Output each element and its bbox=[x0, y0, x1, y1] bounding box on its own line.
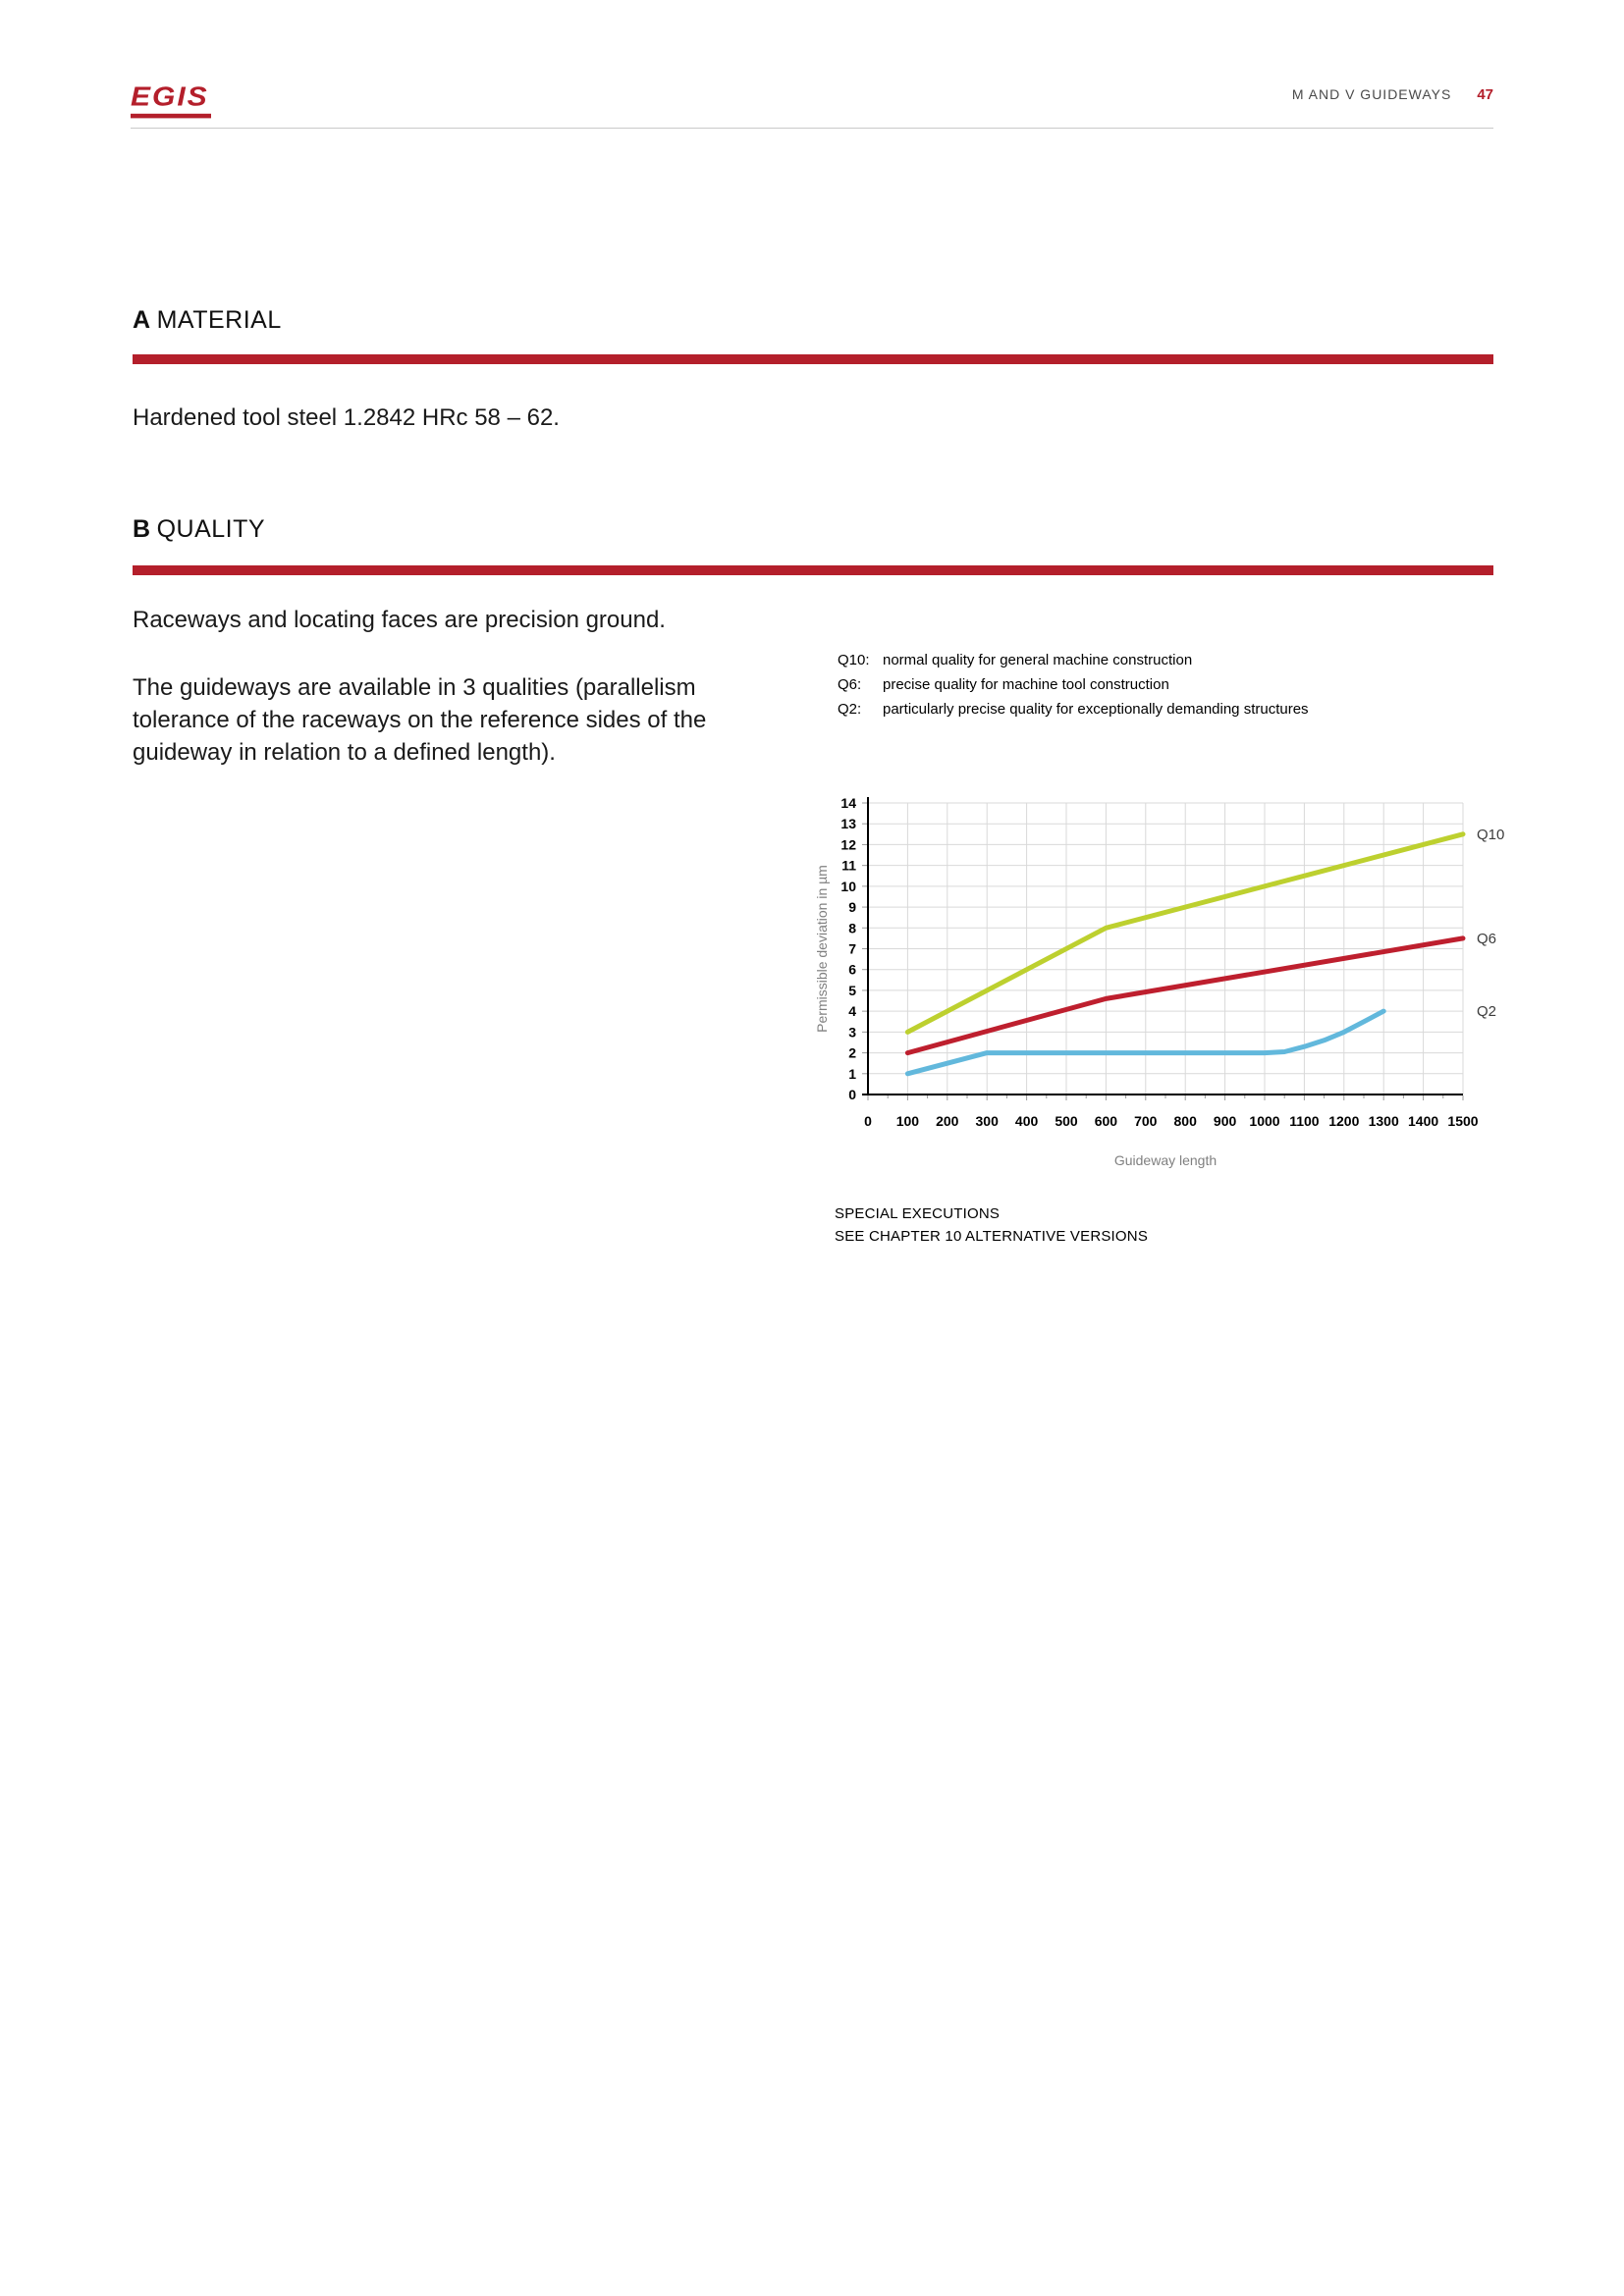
svg-text:600: 600 bbox=[1094, 1113, 1118, 1129]
quality-deviation-chart bbox=[805, 780, 1512, 1193]
svg-text:1100: 1100 bbox=[1289, 1113, 1320, 1129]
section-b-letter: B bbox=[133, 515, 151, 543]
svg-text:1: 1 bbox=[848, 1065, 856, 1082]
header-divider bbox=[131, 128, 1493, 129]
quality-text-2-line3: guideway in relation to a defined length). bbox=[133, 739, 556, 766]
svg-text:0: 0 bbox=[848, 1087, 856, 1102]
quality-text-2 bbox=[133, 671, 706, 769]
svg-text:5: 5 bbox=[848, 982, 856, 998]
svg-text:11: 11 bbox=[841, 857, 856, 874]
svg-text:1400: 1400 bbox=[1408, 1113, 1439, 1129]
svg-text:900: 900 bbox=[1213, 1113, 1237, 1129]
note-line-2: SEE CHAPTER 10 ALTERNATIVE VERSIONS bbox=[835, 1228, 1149, 1245]
svg-text:200: 200 bbox=[936, 1113, 959, 1129]
legend-q2-label: Q2: bbox=[838, 701, 862, 718]
y-axis-title: Permissible deviation in µm bbox=[814, 865, 830, 1033]
series-q6-label: Q6 bbox=[1477, 930, 1497, 947]
x-axis-title: Guideway length bbox=[1113, 1152, 1218, 1168]
section-b-title: QUALITY bbox=[156, 515, 266, 543]
series-q10-label: Q10 bbox=[1477, 826, 1505, 843]
doc-title: M AND V GUIDEWAYS bbox=[1291, 86, 1452, 102]
svg-text:1000: 1000 bbox=[1249, 1113, 1280, 1129]
svg-text:12: 12 bbox=[840, 836, 856, 853]
section-b-rule bbox=[133, 565, 1493, 575]
svg-text:14: 14 bbox=[840, 795, 856, 811]
svg-text:13: 13 bbox=[840, 816, 856, 832]
x-tick-labels bbox=[864, 1113, 1479, 1129]
svg-text:8: 8 bbox=[848, 920, 856, 936]
legend-item-q10 bbox=[838, 648, 1309, 672]
svg-text:3: 3 bbox=[848, 1024, 856, 1041]
section-a-heading bbox=[133, 306, 282, 335]
quality-text-2-line2: tolerance of the raceways on the reference sides of the bbox=[133, 707, 707, 733]
series-q2-label: Q2 bbox=[1477, 1003, 1497, 1021]
legend-q2-text: particularly precise quality for exceptionally demanding structures bbox=[883, 701, 1309, 718]
svg-text:800: 800 bbox=[1173, 1113, 1197, 1129]
quality-text-2-line1: The guideways are available in 3 qualities (parallelism bbox=[133, 674, 696, 701]
svg-text:1200: 1200 bbox=[1328, 1113, 1360, 1129]
svg-text:6: 6 bbox=[848, 961, 856, 978]
legend-item-q6 bbox=[838, 672, 1309, 697]
svg-text:9: 9 bbox=[848, 899, 856, 916]
svg-text:4: 4 bbox=[848, 1003, 856, 1020]
svg-text:7: 7 bbox=[848, 940, 856, 957]
legend-q6-text: precise quality for machine tool construction bbox=[883, 676, 1169, 693]
section-a-title: MATERIAL bbox=[156, 306, 282, 334]
svg-text:10: 10 bbox=[840, 878, 856, 894]
y-tick-labels bbox=[840, 795, 856, 1102]
svg-text:500: 500 bbox=[1055, 1113, 1078, 1129]
egis-logo: EGIS bbox=[131, 82, 211, 119]
svg-text:300: 300 bbox=[975, 1113, 999, 1129]
page-header bbox=[1292, 86, 1493, 103]
svg-text:400: 400 bbox=[1014, 1113, 1039, 1129]
svg-text:0: 0 bbox=[864, 1113, 872, 1129]
legend-q10-text: normal quality for general machine construction bbox=[883, 652, 1193, 668]
quality-legend bbox=[838, 648, 1309, 721]
svg-text:100: 100 bbox=[895, 1113, 920, 1129]
svg-text:2: 2 bbox=[848, 1044, 856, 1061]
svg-text:700: 700 bbox=[1134, 1113, 1158, 1129]
section-a-letter: A bbox=[133, 306, 151, 334]
special-executions-note bbox=[835, 1202, 1148, 1248]
section-a-rule bbox=[133, 354, 1493, 364]
note-line-1: SPECIAL EXECUTIONS bbox=[835, 1205, 1001, 1222]
page-number: 47 bbox=[1477, 86, 1493, 103]
quality-chart-container bbox=[805, 780, 1512, 1193]
quality-text-1: Raceways and locating faces are precision ground. bbox=[133, 607, 666, 633]
section-b-heading bbox=[133, 515, 265, 544]
legend-item-q2 bbox=[838, 697, 1309, 721]
material-text: Hardened tool steel 1.2842 HRc 58 – 62. bbox=[133, 404, 560, 431]
svg-text:1500: 1500 bbox=[1447, 1113, 1479, 1129]
svg-text:1300: 1300 bbox=[1368, 1113, 1399, 1129]
legend-q6-label: Q6: bbox=[838, 676, 862, 693]
legend-q10-label: Q10: bbox=[838, 652, 870, 668]
